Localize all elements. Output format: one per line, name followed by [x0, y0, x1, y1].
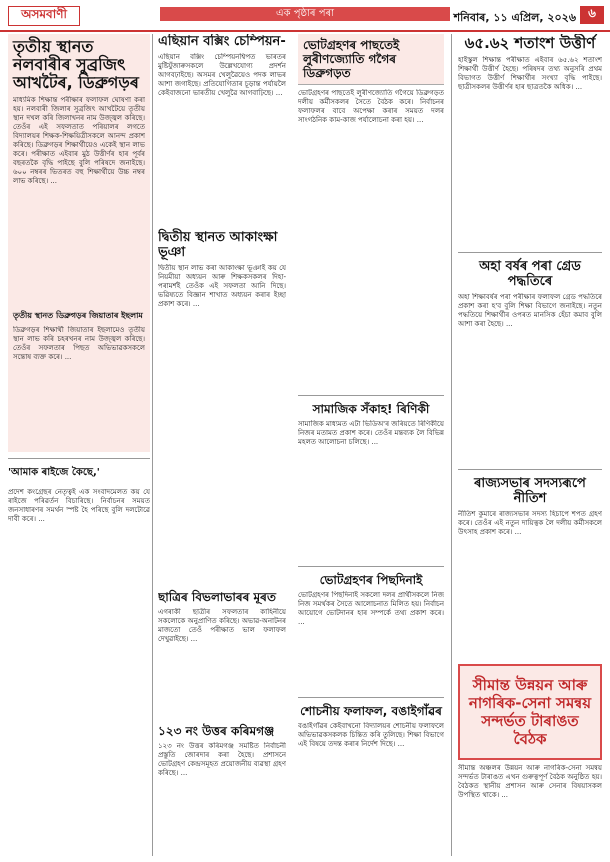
column-center — [158, 34, 444, 856]
article-1-body-continued: ডিব্ৰুগড়ৰ শিক্ষাৰ্থী জিয়াতাৰ ইছলামেও তৃতীয় স্থান লাভ কৰি চহৰখনৰ নাম উজ্জ্বল কৰিছে। তেওঁৰ সফলতাৰ পিছত অভিভাৱকসকলে সন্তোষ ব্যক্ত কৰে। ... — [13, 326, 145, 361]
highlight-box — [458, 664, 602, 760]
article-12-headline: অহা বৰ্ষৰ পৰা গ্ৰেড পদ্ধতিৰে — [479, 259, 581, 289]
article-7-body: ভোটগ্ৰহণৰ পাছতেই লুৰীণজ্যোতি গগৈয়ে ডিব্ৰুগড়ত দলীয় কৰ্মীসকলৰ সৈতে বৈঠক কৰে। নিৰ্বাচনৰ ফলাফলৰ বাবে অপেক্ষা কৰাৰ সময়ত দলৰ সাংগঠনিক কাম-কাজ পৰ্যালোচনা কৰা হয়। ... — [298, 89, 444, 124]
article-9-headline: ভোটগ্ৰহণৰ পিছদিনাই — [319, 573, 423, 587]
divider — [458, 469, 602, 470]
article-7 — [298, 34, 444, 822]
column-left — [8, 34, 150, 856]
article-13-headline: ৰাজ্যসভাৰ সদস্যৰূপে নীতিশ — [474, 476, 586, 506]
article-11-headline: ৬৫.৬২ শতাংশ উত্তীৰ্ণ — [464, 34, 596, 52]
article-9-body: ভোটগ্ৰহণৰ পিছদিনাই সকলো দলৰ প্ৰাৰ্থীসকলে নিজ নিজ সমৰ্থকৰ সৈতে আলোচনাত মিলিত হয়। নিৰ্বাচন আয়োগে ভোটদানৰ হাৰ সম্পৰ্কে তথ্য প্ৰকাশ কৰে। ... — [298, 591, 444, 626]
article-1 — [8, 34, 150, 452]
article-1-subhead: তৃতীয় স্থানত ডিব্ৰুগড়ৰ জিয়াতাৰ ইছলাম — [13, 311, 143, 320]
article-2-body: প্ৰদেশ কংগ্ৰেছৰ নেতৃত্বই এক সংবাদমেলত কয় যে ৰাইজে পৰিৱৰ্তন বিচাৰিছে। নিৰ্বাচনৰ সময়ত জনসাধাৰণৰ সমৰ্থন স্পষ্ট হৈ পৰিছে বুলি দলটোৱে দাবী কৰে। ... — [8, 488, 150, 523]
article-8-body: সামাজিক মাধ্যমত এটা ভিডিঅ'ৰ জৰিয়তে ৰিণিকীয়ে নিজৰ মতামত প্ৰকাশ কৰে। তেওঁৰ মন্তব্যক লৈ বিভিন্ন মহলত আলোচনা চলিছে। ... — [298, 420, 444, 446]
article-12-body: অহা শিক্ষাবৰ্ষৰ পৰা পৰীক্ষাৰ ফলাফল গ্ৰেড পদ্ধতিৰে প্ৰকাশ কৰা হ'ব বুলি শিক্ষা বিভাগে জনাইছে। নতুন পদ্ধতিয়ে শিক্ষাৰ্থীৰ ওপৰত মানসিক হেঁচা কমাব বুলি আশা কৰা হৈছে। ... — [458, 293, 602, 328]
article-7-headline-block — [298, 34, 444, 85]
article-1-headline: তৃতীয় স্থানত নলবাৰীৰ সুব্ৰজিৎ আখটৈৰ, ডিব্ৰুগড়ৰ — [13, 37, 139, 92]
article-10-body: বঙাইগাঁৱৰ কেইবাখনো বিদ্যালয়ৰ শোচনীয় ফলাফলে অভিভাৱকসকলক চিন্তিত কৰি তুলিছে। শিক্ষা বিভাগে এই বিষয়ে তদন্ত কৰাৰ নিৰ্দেশ দিছে। ... — [298, 722, 444, 748]
article-3-body: এছিয়ান বক্সিং চেম্পিয়নশ্বিপত ভাৰতৰ মুষ্টিযুঁজাৰুসকলে উল্লেখযোগ্য প্ৰদৰ্শন আগবঢ়াইছে। অসমৰ খেলুৱৈয়েও পদক লাভৰ আশা জগাইছে। প্ৰতিযোগিতাৰ চূড়ান্ত পৰ্যায়লৈ কেইবাজনো ভাৰতীয় খেলুৱৈ আগবাঢ়িছে। ... — [158, 53, 286, 97]
column-rule — [152, 34, 153, 856]
section-strip: এক পৃষ্ঠাৰ পৰা — [160, 7, 450, 21]
divider — [8, 458, 150, 459]
article-7-headline: ভোটগ্ৰহণৰ পাছতেই লুৰীণজ্যোতি গগৈৰ ডিব্ৰুগড়ত — [303, 38, 400, 80]
article-10-headline: শোচনীয় ফলাফল, বঙাইগাঁৱৰ — [300, 704, 442, 718]
article-5-headline: ছাত্ৰিৰ বিভলাভাৰৰ মূৰত — [158, 590, 276, 604]
divider — [298, 395, 444, 396]
article-11-body: হাইস্কুল শিক্ষান্ত পৰীক্ষাত এইবাৰ ৬৫.৬২ শতাংশ শিক্ষাৰ্থী উত্তীৰ্ণ হৈছে। পৰিষদৰ তথ্য অনুসৰি প্ৰথম বিভাগত উত্তীৰ্ণ শিক্ষাৰ্থীৰ সংখ্যা বৃদ্ধি পাইছে। ছাত্ৰীসকলৰ উত্তীৰ্ণৰ হাৰ ছাত্ৰতকৈ অধিক। ... — [458, 56, 602, 91]
article-3-headline: এছিয়ান বক্সিং চেম্পিয়ন- — [158, 34, 286, 49]
article-2-headline: 'আমাক ৰাইজে কৈছে,' — [8, 467, 100, 478]
divider — [458, 252, 602, 253]
article-1-body: মাধ্যমিক শিক্ষান্ত পৰীক্ষাৰ ফলাফল ঘোষণা কৰা হয়। নলবাৰী জিলাৰ সুব্ৰজিৎ আখটৈয়ে তৃতীয় স্থান দখল কৰি জিলাখনৰ নাম উজ্জ্বল কৰিছে। তেওঁৰ এই সফলতাত পৰিয়ালৰ লগতে বিদ্যালয়ৰ শিক্ষক-শিক্ষয়িত্ৰীসকলে আনন্দ প্ৰকাশ কৰিছে। ডিব্ৰুগড়ৰ শিক্ষাৰ্থীয়েও একেই স্থান লাভ কৰে। পৰীক্ষাত এইবাৰ মুঠ উত্তীৰ্ণৰ হাৰ পূৰ্বৰ বছৰতকৈ বৃদ্ধি পাইছে বুলি পৰিষদে জনাইছে। ৬০০ নম্বৰৰ ভিতৰত বহু শিক্ষাৰ্থীয়ে উচ্চ নম্বৰ লাভ কৰিছে। ... — [13, 96, 145, 185]
page-header — [0, 0, 610, 32]
divider — [298, 566, 444, 567]
article-8-headline: সামাজিক সঁকাহ! ৰিণিকী — [312, 402, 430, 416]
column-right — [458, 34, 602, 856]
article-5-body: এগৰাকী ছাত্ৰীৰ সফলতাৰ কাহিনীয়ে সকলোকে অনুপ্ৰাণিত কৰিছে। অভাৱ-অনাটনৰ মাজতো তেওঁ পৰীক্ষাত ভাল ফলাফল দেখুৱাইছে। ... — [158, 608, 286, 643]
highlight-box-headline: সীমান্ত উন্নয়ন আৰু নাগৰিক-সেনা সমন্বয় সন্দৰ্ভত টাৰাঙত বৈঠক — [468, 676, 592, 748]
article-3 — [158, 34, 286, 229]
article-6-body: ১২৩ নং উত্তৰ কৰিমগঞ্জ সমষ্টিত নিৰ্বাচনী প্ৰস্তুতি জোৰদাৰ কৰা হৈছে। প্ৰশাসনে ভোটগ্ৰহণ কেন্দ্ৰসমূহত প্ৰয়োজনীয় ব্যৱস্থা গ্ৰহণ কৰিছে। ... — [158, 742, 286, 777]
column-rule — [451, 34, 452, 856]
page-number: ৬ — [580, 6, 604, 24]
article-13-body: নীতিশ কুমাৰে ৰাজ্যসভাৰ সদস্য হিচাপে শপত গ্ৰহণ কৰে। তেওঁৰ এই নতুন দায়িত্বক লৈ দলীয় কৰ্মীসকলে উৎসাহ প্ৰকাশ কৰে। ... — [458, 510, 602, 536]
article-6-headline: ১২৩ নং উত্তৰ কৰিমগঞ্জ — [158, 724, 275, 738]
divider — [298, 697, 444, 698]
article-4-headline: দ্বিতীয় স্থানত আকাংক্ষা ভূঞা — [158, 230, 278, 260]
issue-date: শনিবাৰ, ১১ এপ্ৰিল, ২০২৬ — [453, 11, 576, 24]
masthead-logo: অসমবাণী — [8, 6, 80, 26]
article-4 — [158, 230, 286, 594]
article-4-body: দ্বিতীয় স্থান লাভ কৰা আকাংক্ষা ভূঞাই কয় যে নিয়মীয়া অধ্যয়ন আৰু শিক্ষকসকলৰ দিহা-পৰামৰ্শই তেওঁক এই সফলতা আনি দিছে। ভৱিষ্যতে বিজ্ঞান শাখাত অধ্যয়ন কৰাৰ ইচ্ছা প্ৰকাশ কৰে। ... — [158, 264, 286, 308]
article-5 — [158, 590, 286, 842]
highlight-box-body: সীমান্ত অঞ্চলৰ উন্নয়ন আৰু নাগৰিক-সেনা সমন্বয় সন্দৰ্ভত টাৰাঙত এখন গুৰুত্বপূৰ্ণ বৈঠক অনুষ্ঠিত হয়। বৈঠকত স্থানীয় প্ৰশাসন আৰু সেনাৰ বিষয়াসকল উপস্থিত থাকে। ... — [458, 764, 602, 799]
